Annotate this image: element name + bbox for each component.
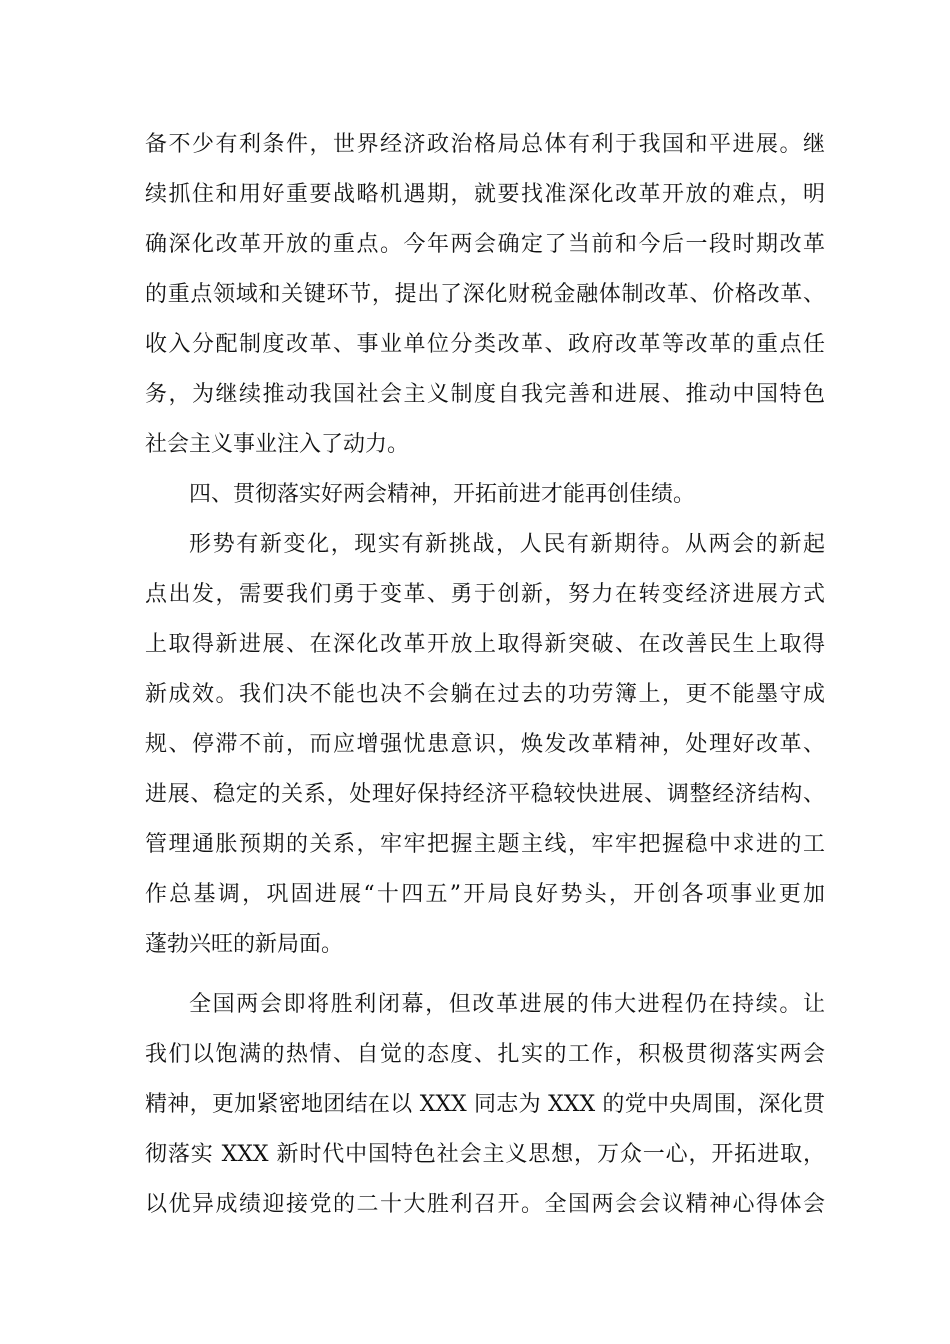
paragraph-line: 规、停滞不前，而应增强忧患意识，焕发改革精神，处理好改革、 (145, 732, 825, 757)
paragraph-line: 务，为继续推动我国社会主义制度自我完善和进展、推动中国特色 (145, 382, 825, 407)
paragraph-line: 形势有新变化，现实有新挑战，人民有新期待。从两会的新起 (189, 532, 825, 557)
paragraph-line: 备不少有利条件，世界经济政治格局总体有利于我国和平进展。继 (145, 132, 825, 157)
paragraph-line: 作总基调，巩固进展“十四五”开局良好势头，开创各项事业更加 (145, 882, 825, 907)
paragraph-line: 蓬勃兴旺的新局面。 (145, 932, 344, 957)
paragraph-line: 我们以饱满的热情、自觉的态度、扎实的工作，积极贯彻落实两会 (145, 1042, 825, 1067)
paragraph-line: 以优异成绩迎接党的二十大胜利召开。全国两会会议精神心得体会 (145, 1192, 825, 1217)
paragraph-line: 管理通胀预期的关系，牢牢把握主题主线，牢牢把握稳中求进的工 (145, 832, 825, 857)
paragraph-line: 点出发，需要我们勇于变革、勇于创新，努力在转变经济进展方式 (145, 582, 825, 607)
paragraph-line: 全国两会即将胜利闭幕，但改革进展的伟大进程仍在持续。让 (189, 992, 825, 1017)
paragraph-line: 进展、稳定的关系，处理好保持经济平稳较快进展、调整经济结构、 (145, 782, 825, 807)
paragraph-line: 社会主义事业注入了动力。 (145, 432, 410, 457)
paragraph-line: 新成效。我们决不能也决不会躺在过去的功劳簿上，更不能墨守成 (145, 682, 825, 707)
paragraph-line: 收入分配制度改革、事业单位分类改革、政府改革等改革的重点任 (145, 332, 825, 357)
paragraph-line: 的重点领域和关键环节，提出了深化财税金融体制改革、价格改革、 (145, 282, 825, 307)
paragraph-line: 确深化改革开放的重点。今年两会确定了当前和今后一段时期改革 (145, 232, 825, 257)
paragraph-line: 上取得新进展、在深化改革开放上取得新突破、在改善民生上取得 (145, 632, 825, 657)
paragraph-line: 续抓住和用好重要战略机遇期，就要找准深化改革开放的难点，明 (145, 182, 825, 207)
section-heading: 四、贯彻落实好两会精神，开拓前进才能再创佳绩。 (189, 482, 696, 507)
paragraph-line: 精神，更加紧密地团结在以 XXX 同志为 XXX 的党中央周围，深化贯 (145, 1092, 825, 1117)
paragraph-line: 彻落实 XXX 新时代中国特色社会主义思想，万众一心，开拓进取， (145, 1142, 825, 1167)
